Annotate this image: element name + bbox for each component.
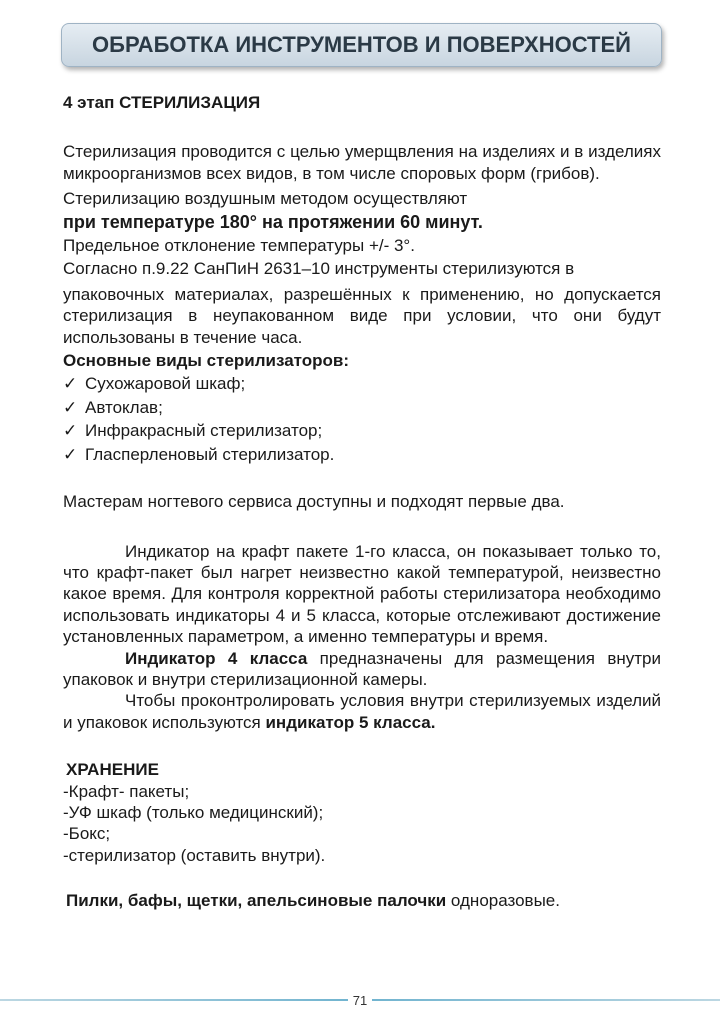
list-item: -стерилизатор (оставить внутри). [63,845,326,865]
list-item [63,373,661,394]
paragraph-indicator-class5 [63,690,661,733]
sterilizer-types-heading: Основные виды стерилизаторов: [63,351,350,371]
check-icon: ✓ [63,421,78,441]
sterilizer-types-list [63,373,661,465]
closing-note-bold: Пилки, бафы, щетки, апельсиновые палочки [66,891,447,911]
page-header-banner [61,23,662,67]
list-item-label: Автоклав; [85,397,163,417]
indicator-5-text: Чтобы проконтролировать условия внутри стерилизуемых изделий и упаковок используются [63,691,661,732]
indicator-4-label: Индикатор 4 класса [125,648,308,668]
indicator-4-text: предназначены для размещения внутри упаковок и внутри стерилизационной камеры. [63,648,661,689]
page-number: 71 [348,993,372,1008]
check-icon: ✓ [63,397,78,417]
list-item-label: Гласперленовый стерилизатор. [85,444,335,464]
list-item: -УФ шкаф (только медицинский); [63,802,324,822]
paragraph-packaging: упаковочных материалах, разрешённых к применению, но допускается стерилизация в неупакованном виде при условии, что они будут использованы в течение часа. [63,284,661,347]
paragraph-method: Стерилизацию воздушным методом осуществляют [63,189,468,209]
paragraph-definition: Стерилизация проводится с целью умерщвления на изделиях и в изделиях микроорганизмов всех видов, в том числе споровых форм (грибов). [63,142,661,183]
storage-list [63,781,661,867]
section-heading: 4 этап СТЕРИЛИЗАЦИЯ [63,93,261,112]
storage-heading: ХРАНЕНИЕ [66,760,159,780]
list-item [63,420,661,441]
page-header-title: ОБРАБОТКА ИНСТРУМЕНТОВ И ПОВЕРХНОСТЕЙ [92,32,631,57]
list-item [63,444,661,465]
indicator-5-label: индикатор 5 класса. [265,712,436,732]
document-body [63,92,661,912]
paragraph-sanpin: Согласно п.9.22 СанПиН 2631–10 инструменты стерилизуются в [63,259,575,279]
list-item-label: Инфракрасный стерилизатор; [85,421,323,441]
closing-note [63,890,661,911]
check-icon: ✓ [63,374,78,394]
paragraph-masters: Мастерам ногтевого сервиса доступны и подходят первые два. [63,492,565,512]
list-item: -Бокс; [63,824,111,844]
paragraph-deviation: Предельное отклонение температуры +/- 3°. [63,236,415,256]
check-icon: ✓ [63,444,78,464]
list-item [63,397,661,418]
paragraph-indicator-class4 [63,648,661,691]
list-item: -Крафт- пакеты; [63,781,190,801]
list-item-label: Сухожаровой шкаф; [85,374,246,394]
paragraph-temperature: при температуре 180° на протяжении 60 минут. [63,211,483,232]
paragraph-indicator-class1: Индикатор на крафт пакете 1-го класса, он показывает только то, что крафт-пакет был нагрет неизвестно какой температурой, неизвестно какое время. Для контроля корректной работы стерилизатора необходимо использовать индикаторы 4 и 5 класса, которые отслеживают достижение установленных параметром, а именно температуры и время. [63,541,661,647]
closing-note-rest: одноразовые. [446,891,560,911]
